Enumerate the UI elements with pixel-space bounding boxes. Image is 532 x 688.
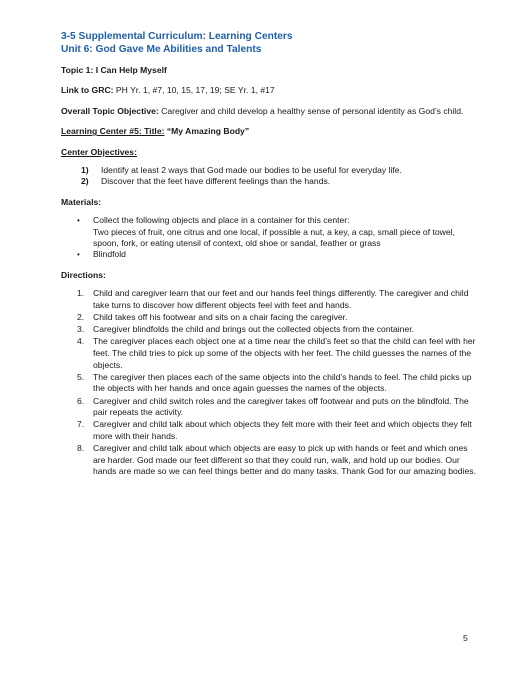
- list-item: • Collect the following objects and place in a container for this center: Two pieces of fruit, one citrus and one local, if possible a nut, a key, a cap, small piece of towel, spoon, fork, or eating utensil of context, old shoe or sandal, feather or grass: [77, 215, 455, 249]
- list-item: 1. Child and caregiver learn that our feet and our hands feel things differently. The caregiver and child take turns to discover how different objects feel with feet and hands.: [77, 288, 469, 310]
- directions-list: [77, 288, 476, 478]
- grc-link: [61, 85, 476, 96]
- center-objectives-heading: Center Objectives:: [61, 146, 137, 157]
- list-item: 4. The caregiver places each object one at a time near the child’s feet so that the child can feel with her feet. The child tries to pick up some of the objects with her feet. The child guesses the names of the objects.: [77, 336, 476, 370]
- list-item: 3. Caregiver blindfolds the child and brings out the collected objects from the container.: [77, 324, 415, 335]
- grc-label: Link to GRC:: [61, 85, 114, 96]
- overall-objective: [61, 106, 476, 117]
- directions-heading: Directions:: [61, 269, 106, 280]
- learning-center-title: [61, 126, 476, 137]
- center-objectives-list: [81, 165, 476, 188]
- learning-center-value: “My Amazing Body”: [164, 126, 250, 137]
- list-item: 5. The caregiver then places each of the same objects into the child’s hands to feel. The child picks up the objects with her hands and once again guesses the names of the objects.: [77, 371, 472, 394]
- curriculum-title: 3-5 Supplemental Curriculum: Learning Centers: [61, 31, 293, 42]
- bullet-icon: •: [77, 216, 80, 226]
- list-item: 7. Caregiver and child talk about which objects they felt more with their feet and which objects they felt more with their hands.: [77, 419, 472, 441]
- objective-value: Caregiver and child develop a healthy sense of personal identity as God’s child.: [158, 105, 464, 116]
- learning-center-label: Learning Center #5: Title:: [61, 126, 165, 137]
- unit-title: Unit 6: God Gave Me Abilities and Talents: [61, 44, 262, 55]
- list-item: 8. Caregiver and child talk about which objects are easy to pick up with hands or feet and which ones are harder. God made our feet different so that they could run, walk, and hold up our bodies. Our hands are made so we can feel things better and do many tasks. Thank God for our amazing bodies.: [77, 443, 476, 477]
- list-item: • Blindfold: [77, 249, 126, 260]
- page-number: 5: [463, 633, 468, 643]
- materials-list: [77, 215, 476, 261]
- list-item: 2) Discover that the feet have different feelings than the hands.: [81, 176, 331, 187]
- list-item: 6. Caregiver and child switch roles and the caregiver takes off footwear and puts on the blindfold. The pair repeats the activity.: [77, 395, 469, 418]
- list-item: 2. Child takes off his footwear and sits on a chair facing the caregiver.: [77, 312, 348, 323]
- topic-title: Topic 1: I Can Help Myself: [61, 65, 167, 75]
- grc-value: PH Yr. 1, #7, 10, 15, 17, 19; SE Yr. 1, #17: [113, 85, 275, 96]
- list-item: 1) Identify at least 2 ways that God made our bodies to be useful for everyday life.: [81, 165, 402, 176]
- bullet-icon: •: [77, 250, 80, 260]
- objective-label: Overall Topic Objective:: [61, 105, 159, 116]
- materials-heading: Materials:: [61, 196, 102, 207]
